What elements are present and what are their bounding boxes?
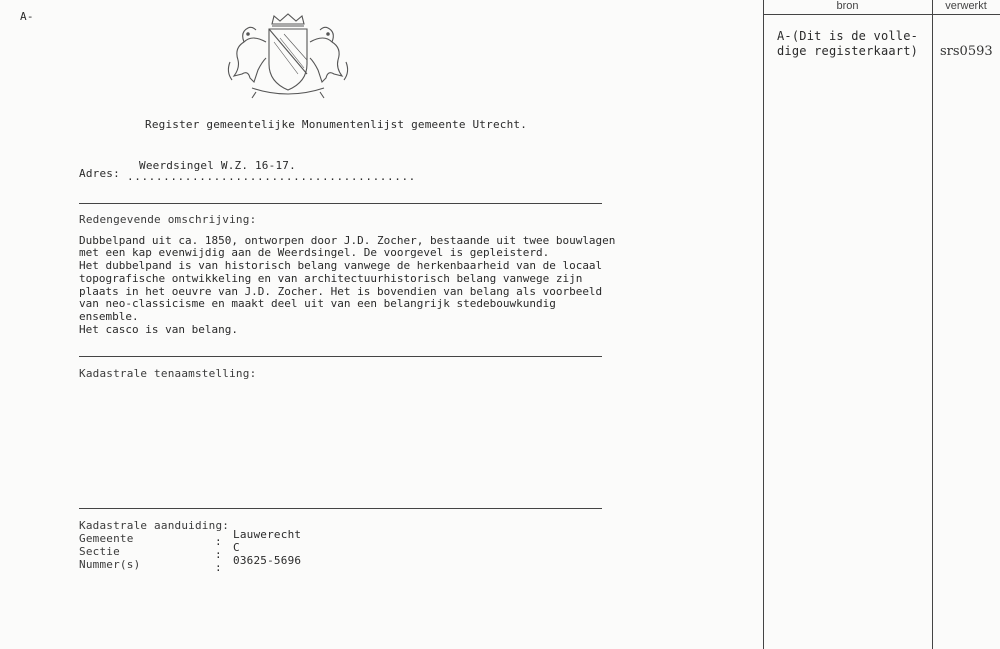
description-line: Het casco is van belang. bbox=[79, 323, 238, 336]
address-label: Adres: bbox=[79, 167, 120, 180]
gemeente-value: Lauwerecht bbox=[233, 528, 302, 541]
sectie-value: C bbox=[233, 541, 240, 554]
verwerkt-column-header: verwerkt bbox=[945, 0, 987, 12]
sectie-separator: : bbox=[215, 548, 222, 561]
description-line: van neo-classicisme en maakt deel uit van een belangrijk stedebouwkundig bbox=[79, 297, 556, 310]
address-value: Weerdsingel W.Z. 16-17. bbox=[139, 159, 296, 172]
description-line: ensemble. bbox=[79, 310, 139, 323]
description-line: plaats in het oeuvre van J.D. Zocher. Het is bovendien van belang als voorbeeld bbox=[79, 285, 603, 298]
nummers-value: 03625-5696 bbox=[233, 554, 302, 567]
bron-text-line2: dige registerkaart) bbox=[777, 44, 919, 58]
bron-column-header: bron bbox=[836, 0, 859, 12]
description-line: topografische ontwikkeling en van architectuurhistorisch belang vanwege zijn bbox=[79, 272, 583, 285]
description-label: Redengevende omschrijving: bbox=[79, 213, 257, 226]
description-line: Dubbelpand uit ca. 1850, ontworpen door J.D. Zocher, bestaande uit twee bouwlagen bbox=[79, 234, 616, 247]
sectie-label: Sectie bbox=[79, 545, 120, 558]
nummers-separator: : bbox=[215, 561, 222, 574]
bron-text-line1: A-(Dit is de volle- bbox=[777, 29, 919, 43]
kadastrale-tenaamstelling-label: Kadastrale tenaamstelling: bbox=[79, 367, 257, 380]
verwerkt-code: srs0593 bbox=[940, 44, 993, 59]
description-line: met een kap evenwijdig aan de Weerdsingel. De voorgevel is gepleisterd. bbox=[79, 246, 550, 259]
coat-of-arms-icon bbox=[222, 12, 354, 102]
address-dotted-line: ........................................ bbox=[127, 170, 416, 183]
corner-mark: A- bbox=[20, 10, 34, 23]
description-line: Het dubbelpand is van historisch belang vanwege de herkenbaarheid van de locaal bbox=[79, 259, 603, 272]
gemeente-label: Gemeente bbox=[79, 532, 134, 545]
nummers-label: Nummer(s) bbox=[79, 558, 141, 571]
gemeente-separator: : bbox=[215, 535, 222, 548]
page-title: Register gemeentelijke Monumentenlijst gemeente Utrecht. bbox=[145, 118, 528, 131]
kadastrale-aanduiding-label: Kadastrale aanduiding: bbox=[79, 519, 230, 532]
